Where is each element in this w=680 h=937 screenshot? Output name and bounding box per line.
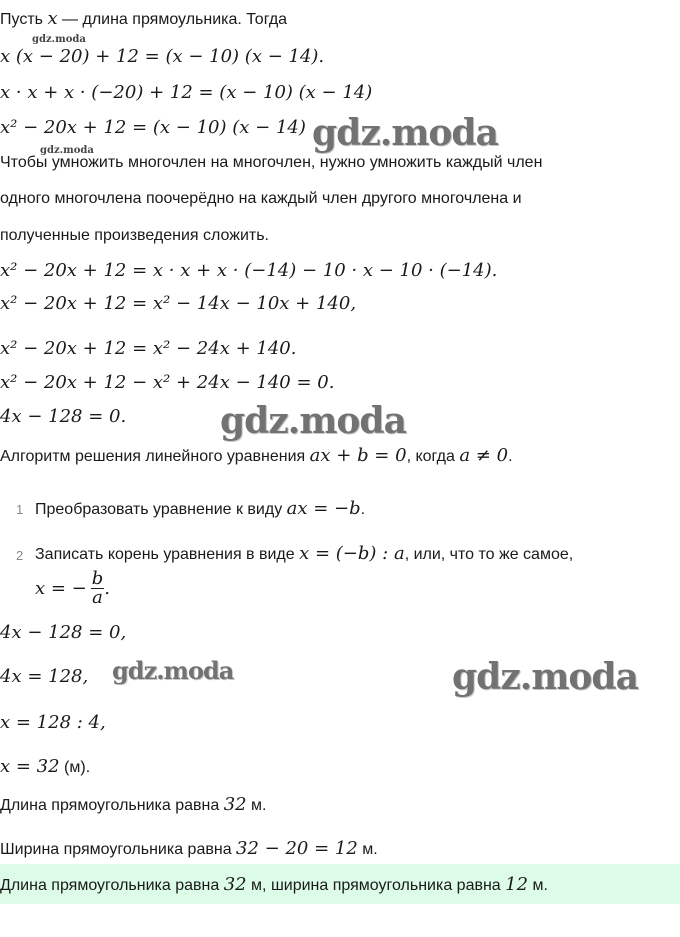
equation-line: 4x − 128 = 0.: [0, 406, 127, 427]
list-number: 1: [16, 502, 24, 517]
intro-line: Пусть x — длина прямоульника. Тогда: [0, 8, 288, 29]
equation-line: x = 128 : 4,: [0, 712, 106, 733]
equation-line: 4x − 128 = 0,: [0, 622, 127, 643]
watermark-small: gdz.moda: [40, 145, 94, 156]
equation-line: x · x + x · (−20) + 12 = (x − 10) (x − 14): [0, 82, 373, 103]
watermark-large: gdz.moda: [452, 656, 638, 698]
paragraph-line: Чтобы умножить многочлен на многочлен, нужно умножить каждый член: [0, 154, 543, 171]
equation-line: x = 32 (м).: [0, 756, 91, 777]
algorithm-heading: Алгоритм решения линейного уравнения ax + b = 0, когда a ≠ 0.: [0, 445, 513, 466]
equation-line: x² − 20x + 12 = x · x + x · (−14) − 10 · x − 10 · (−14).: [0, 260, 498, 281]
fraction-line: x = − $\frac{b}{a}$ .: [35, 568, 111, 608]
algorithm-step: Записать корень уравнения в виде x = (−b) : a, или, что то же самое,: [35, 543, 574, 564]
watermark-large: gdz.moda: [312, 112, 498, 154]
paragraph-line: полученные произведения сложить.: [0, 227, 269, 244]
list-number: 2: [16, 548, 24, 563]
watermark-small: gdz.moda: [32, 34, 86, 45]
equation-line: x² − 20x + 12 − x² + 24x − 140 = 0.: [0, 372, 335, 393]
equation-line: x (x − 20) + 12 = (x − 10) (x − 14).: [0, 46, 325, 67]
equation-line: x² − 20x + 12 = x² − 24x + 140.: [0, 338, 297, 359]
watermark-medium: gdz.moda: [112, 656, 234, 685]
watermark-large: gdz.moda: [220, 400, 406, 442]
equation-line: x² − 20x + 12 = (x − 10) (x − 14): [0, 117, 306, 138]
algorithm-step: Преобразовать уравнение к виду ax = −b.: [35, 498, 366, 519]
length-line: Длина прямоугольника равна 32 м.: [0, 794, 267, 815]
equation-line: x² − 20x + 12 = x² − 14x − 10x + 140,: [0, 293, 357, 314]
width-line: Ширина прямоугольника равна 32 − 20 = 12 м.: [0, 838, 378, 859]
answer-line: Длина прямоугольника равна 32 м, ширина прямоугольника равна 12 м.: [0, 874, 548, 895]
fraction: $\frac{b}{a}$: [91, 568, 104, 608]
paragraph-line: одного многочлена поочерёдно на каждый член другого многочлена и: [0, 190, 522, 207]
equation-line: 4x = 128,: [0, 666, 89, 687]
